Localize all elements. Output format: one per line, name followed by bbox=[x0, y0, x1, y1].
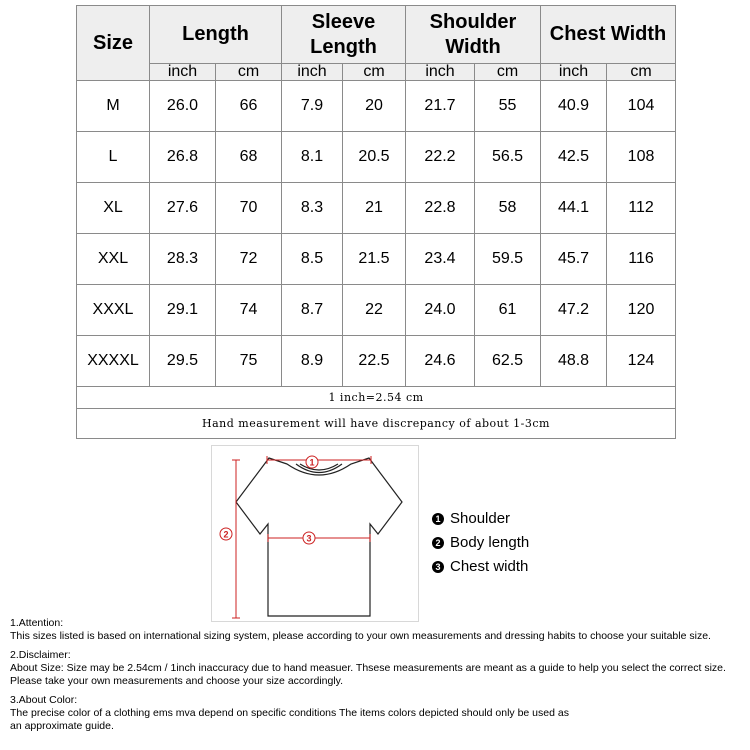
header-sleeve-length bbox=[282, 6, 406, 64]
value-cell: 24.6 bbox=[406, 336, 475, 387]
note-attention bbox=[10, 617, 745, 643]
svg-text:2: 2 bbox=[223, 529, 229, 540]
conversion-note: 1 inch=2.54 cm bbox=[77, 387, 676, 409]
tshirt-diagram bbox=[211, 445, 419, 622]
value-cell: 45.7 bbox=[541, 234, 607, 285]
legend-number: 3 bbox=[432, 561, 444, 573]
value-cell: 27.6 bbox=[150, 183, 216, 234]
value-cell: 44.1 bbox=[541, 183, 607, 234]
value-cell: 8.9 bbox=[282, 336, 343, 387]
value-cell: 8.1 bbox=[282, 132, 343, 183]
value-cell: 61 bbox=[475, 285, 541, 336]
marker-1 bbox=[306, 456, 318, 468]
legend-label: Shoulder bbox=[450, 510, 511, 527]
marker-2 bbox=[220, 528, 232, 540]
unit-cell: inch bbox=[406, 64, 475, 81]
value-cell: 21.5 bbox=[343, 234, 406, 285]
legend-item-shoulder bbox=[432, 507, 529, 531]
value-cell: 74 bbox=[216, 285, 282, 336]
value-cell: 28.3 bbox=[150, 234, 216, 285]
tshirt-illustration bbox=[212, 446, 418, 621]
legend-item-chest-width bbox=[432, 555, 529, 579]
table-row bbox=[77, 81, 676, 132]
value-cell: 29.1 bbox=[150, 285, 216, 336]
size-cell: L bbox=[77, 132, 150, 183]
svg-text:1: 1 bbox=[309, 457, 315, 468]
measurement-legend bbox=[432, 507, 529, 579]
value-cell: 20.5 bbox=[343, 132, 406, 183]
note-text: This sizes listed is based on international sizing system, please according to your own measurements and dressing habits to choose your suitable size. bbox=[10, 630, 711, 642]
note-title: 2.Disclaimer: bbox=[10, 649, 71, 661]
note-disclaimer bbox=[10, 649, 745, 688]
table-row bbox=[77, 183, 676, 234]
value-cell: 59.5 bbox=[475, 234, 541, 285]
header-size: Size bbox=[77, 6, 150, 81]
units-row bbox=[77, 64, 676, 81]
value-cell: 72 bbox=[216, 234, 282, 285]
value-cell: 29.5 bbox=[150, 336, 216, 387]
unit-cell: inch bbox=[541, 64, 607, 81]
table-row bbox=[77, 132, 676, 183]
legend-number: 1 bbox=[432, 513, 444, 525]
note-text: The precise color of a clothing ems mva depend on specific conditions The items colors depicted should only be used as bbox=[10, 707, 569, 719]
conversion-note-row bbox=[77, 387, 676, 409]
notes-section bbox=[10, 617, 745, 739]
value-cell: 40.9 bbox=[541, 81, 607, 132]
header-sleeve-line2: Length bbox=[310, 35, 377, 58]
note-color bbox=[10, 694, 745, 733]
header-chest-width: Chest Width bbox=[541, 6, 676, 64]
size-cell: XXXL bbox=[77, 285, 150, 336]
value-cell: 21 bbox=[343, 183, 406, 234]
legend-number: 2 bbox=[432, 537, 444, 549]
value-cell: 8.7 bbox=[282, 285, 343, 336]
value-cell: 116 bbox=[607, 234, 676, 285]
header-row bbox=[77, 6, 676, 64]
value-cell: 55 bbox=[475, 81, 541, 132]
legend-label: Body length bbox=[450, 534, 530, 551]
value-cell: 62.5 bbox=[475, 336, 541, 387]
value-cell: 112 bbox=[607, 183, 676, 234]
value-cell: 26.8 bbox=[150, 132, 216, 183]
value-cell: 66 bbox=[216, 81, 282, 132]
header-shoulder-width bbox=[406, 6, 541, 64]
unit-cell: cm bbox=[343, 64, 406, 81]
value-cell: 58 bbox=[475, 183, 541, 234]
value-cell: 42.5 bbox=[541, 132, 607, 183]
value-cell: 70 bbox=[216, 183, 282, 234]
note-text: an approximate guide. bbox=[10, 720, 114, 732]
size-cell: M bbox=[77, 81, 150, 132]
value-cell: 24.0 bbox=[406, 285, 475, 336]
table-row bbox=[77, 285, 676, 336]
value-cell: 21.7 bbox=[406, 81, 475, 132]
header-shoulder-line1: Shoulder bbox=[429, 10, 517, 33]
unit-cell: cm bbox=[607, 64, 676, 81]
legend-item-body-length bbox=[432, 531, 529, 555]
value-cell: 108 bbox=[607, 132, 676, 183]
size-cell: XL bbox=[77, 183, 150, 234]
note-title: 1.Attention: bbox=[10, 617, 64, 629]
size-cell: XXXXL bbox=[77, 336, 150, 387]
value-cell: 47.2 bbox=[541, 285, 607, 336]
svg-text:3: 3 bbox=[306, 533, 312, 544]
header-shoulder-line2: Width bbox=[445, 35, 501, 58]
value-cell: 26.0 bbox=[150, 81, 216, 132]
value-cell: 7.9 bbox=[282, 81, 343, 132]
value-cell: 22.2 bbox=[406, 132, 475, 183]
unit-cell: inch bbox=[150, 64, 216, 81]
header-length: Length bbox=[150, 6, 282, 64]
header-sleeve-line1: Sleeve bbox=[311, 10, 376, 33]
table-row bbox=[77, 336, 676, 387]
value-cell: 8.3 bbox=[282, 183, 343, 234]
unit-cell: cm bbox=[216, 64, 282, 81]
value-cell: 22 bbox=[343, 285, 406, 336]
value-cell: 22.5 bbox=[343, 336, 406, 387]
table-row bbox=[77, 234, 676, 285]
tshirt-outline bbox=[236, 458, 402, 616]
value-cell: 104 bbox=[607, 81, 676, 132]
value-cell: 124 bbox=[607, 336, 676, 387]
value-cell: 8.5 bbox=[282, 234, 343, 285]
unit-cell: inch bbox=[282, 64, 343, 81]
measurement-note: Hand measurement will have discrepancy of about 1-3cm bbox=[77, 409, 676, 439]
size-chart-table bbox=[76, 5, 676, 439]
unit-cell: cm bbox=[475, 64, 541, 81]
marker-3 bbox=[303, 532, 315, 544]
value-cell: 120 bbox=[607, 285, 676, 336]
note-title: 3.About Color: bbox=[10, 694, 78, 706]
size-cell: XXL bbox=[77, 234, 150, 285]
legend-label: Chest width bbox=[450, 558, 529, 575]
value-cell: 22.8 bbox=[406, 183, 475, 234]
value-cell: 23.4 bbox=[406, 234, 475, 285]
value-cell: 56.5 bbox=[475, 132, 541, 183]
measurement-note-row bbox=[77, 409, 676, 439]
value-cell: 68 bbox=[216, 132, 282, 183]
value-cell: 75 bbox=[216, 336, 282, 387]
note-text: Please take your own measurements and choose your size accordingly. bbox=[10, 675, 344, 687]
value-cell: 20 bbox=[343, 81, 406, 132]
note-text: About Size: Size may be 2.54cm / 1inch inaccuracy due to hand measuer. Thsese measurements are meant as a guide to help you select the correct size. bbox=[10, 662, 726, 674]
value-cell: 48.8 bbox=[541, 336, 607, 387]
